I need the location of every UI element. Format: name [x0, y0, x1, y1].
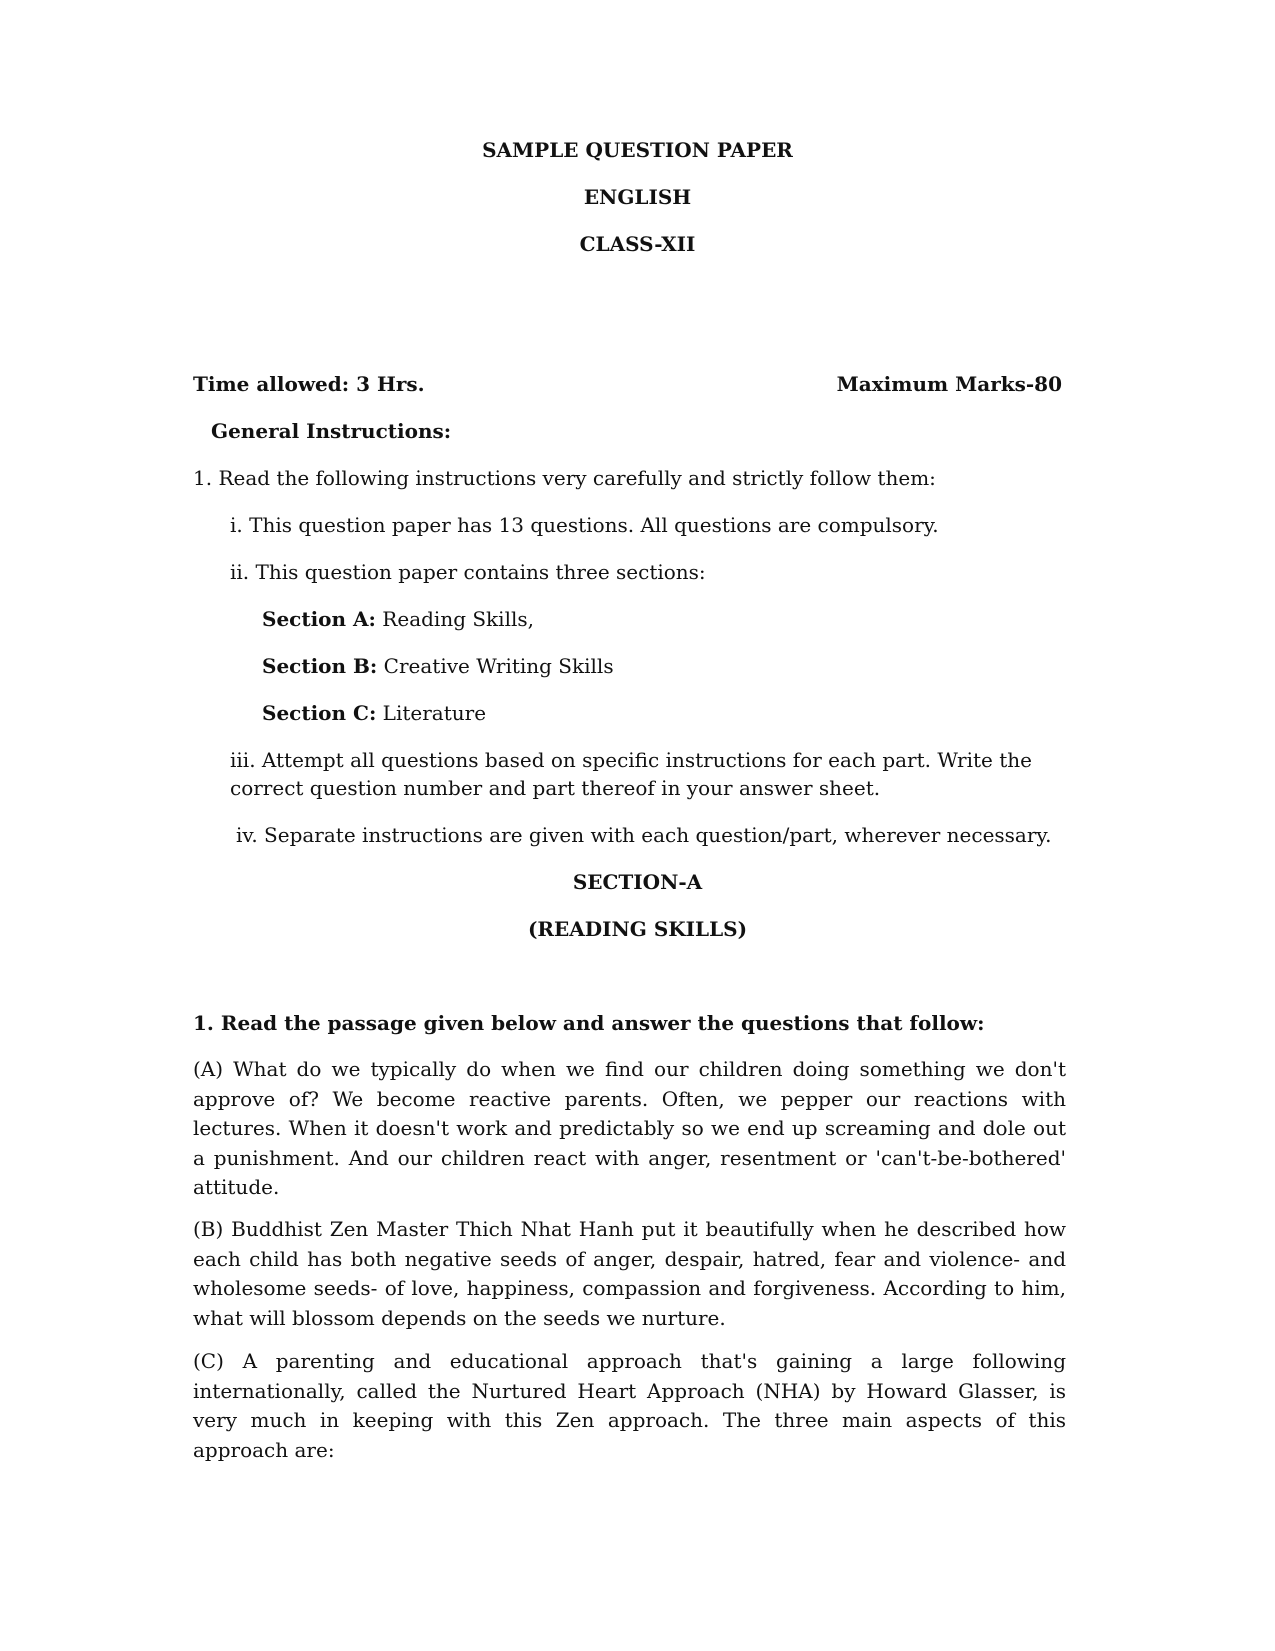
- section-b-line: [262, 652, 614, 681]
- instruction-item-iii-line-2: correct question number and part thereof in your answer sheet.: [230, 776, 881, 800]
- section-a-label: Section A:: [262, 607, 376, 631]
- section-c-text: Literature: [376, 701, 487, 725]
- section-b-text: Creative Writing Skills: [377, 654, 614, 678]
- passage-paragraph-c: (C) A parenting and educational approach that's gaining a large following internationally, called the Nurtured Heart Approach (NHA) by Howard Glasser, is very much in keeping with this Zen approach. The three main aspects of this approach are:: [193, 1349, 1066, 1462]
- time-allowed: Time allowed: 3 Hrs.: [193, 372, 425, 396]
- question-1-prompt: 1. Read the passage given below and answer the questions that follow:: [193, 1011, 985, 1035]
- section-a-subtitle: (READING SKILLS): [527, 917, 748, 941]
- instruction-item-iii-line-1: iii. Attempt all questions based on specific instructions for each part. Write the: [230, 748, 1032, 772]
- section-c-line: [262, 699, 486, 728]
- subject-title: ENGLISH: [583, 185, 692, 209]
- paper-title: SAMPLE QUESTION PAPER: [482, 138, 793, 162]
- section-b-label: Section B:: [262, 654, 378, 678]
- section-a-line: [262, 605, 534, 634]
- section-a-title: SECTION-A: [572, 870, 703, 894]
- section-a-text: Reading Skills,: [375, 607, 534, 631]
- maximum-marks: Maximum Marks-80: [836, 372, 1062, 396]
- instruction-item-iv: iv. Separate instructions are given with each question/part, wherever necessary.: [236, 823, 1052, 847]
- passage-paragraph-b: (B) Buddhist Zen Master Thich Nhat Hanh put it beautifully when he described how each child has both negative seeds of anger, despair, hatred, fear and violence- and wholesome seeds- of love, happiness, compassion and forgiveness. According to him, what will blossom depends on the seeds we nurture.: [193, 1217, 1066, 1330]
- passage-paragraph-a: (A) What do we typically do when we find our children doing something we don't approve of? We become reactive parents. Often, we pepper our reactions with lectures. When it doesn't work and predictably so we end up screaming and dole out a punishment. And our children react with anger, resentment or 'can't-be-bothered' attitude.: [193, 1057, 1066, 1199]
- instruction-item-1: 1. Read the following instructions very carefully and strictly follow them:: [193, 466, 936, 490]
- instruction-item-ii: ii. This question paper contains three sections:: [230, 560, 706, 584]
- instruction-item-i: i. This question paper has 13 questions. All questions are compulsory.: [230, 513, 939, 537]
- class-title: CLASS-XII: [579, 232, 696, 256]
- general-instructions-heading: General Instructions:: [211, 419, 452, 443]
- section-c-label: Section C:: [262, 701, 377, 725]
